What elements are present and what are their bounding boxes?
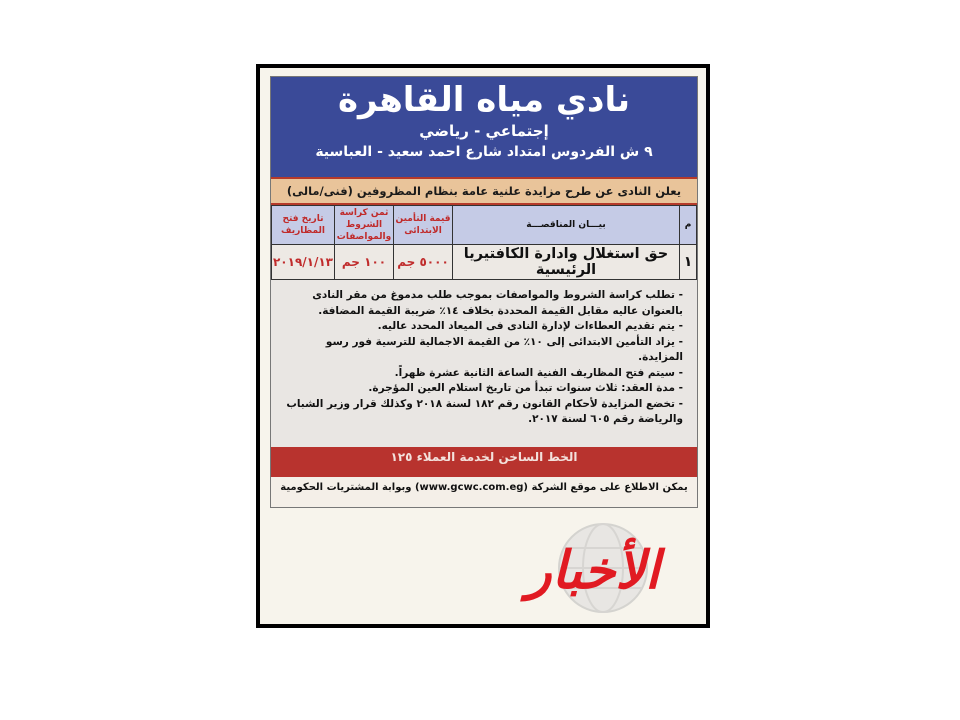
tender-table xyxy=(271,205,697,280)
row-booklet-price: ١٠٠ جم xyxy=(335,245,394,280)
hotline-bar xyxy=(271,447,697,477)
club-name: نادي مياه القاهرة xyxy=(337,80,631,120)
al-akhbar-newspaper-logo xyxy=(478,516,698,614)
conditions-list xyxy=(271,280,697,428)
website-note: يمكن الاطلاع على موقع الشركة (www.gcwc.com.eg) وبوابة المشتريات الحكومية xyxy=(280,482,688,493)
newspaper-logo-text: الأخبار xyxy=(526,541,660,601)
club-address: ٩ ش الفردوس امتداد شارع احمد سعيد - العباسية xyxy=(315,144,653,160)
clipping-frame xyxy=(256,64,710,628)
condition-item: - مدة العقد: ثلاث سنوات تبدأ من تاريخ استلام العين المؤجرة. xyxy=(368,382,683,394)
announcement-banner: يعلن النادى عن طرح مزايدة علنية عامة بنظام المظروفين (فنى/مالى) xyxy=(271,177,697,205)
row-description: حق استغلال وادارة الكافتيريا الرئيسية xyxy=(453,245,680,280)
club-subtitle: إجتماعي - رياضي xyxy=(419,122,549,140)
condition-item: - تطلب كراسة الشروط والمواصفات بموجب طلب مدموغ من مقر النادى بالعنوان عاليه مقابل القيمة المحددة بخلاف ١٤٪ ضريبة القيمة المضافة. xyxy=(312,289,683,317)
row-num: ١ xyxy=(680,245,697,280)
condition-item: - تخضع المزايدة لأحكام القانون رقم ١٨٢ لسنة ٢٠١٨ وكذلك قرار وزير الشباب والرياضة رقم ٦٠٥ لسنة ٢٠١٧. xyxy=(286,397,683,425)
header-opening-date: تاريخ فتح المظاريف xyxy=(272,206,335,245)
row-insurance: ٥٠٠٠ جم xyxy=(394,245,453,280)
table-row xyxy=(272,245,697,280)
ad-header xyxy=(271,77,697,177)
header-description: بيـــان المناقصـــة xyxy=(453,206,680,245)
condition-item: - سيتم فتح المظاريف الفنية الساعة الثانية عشرة ظهراً. xyxy=(394,366,683,379)
footer-band xyxy=(271,477,697,507)
table-header-row xyxy=(272,206,697,245)
condition-item: - يزاد التأمين الابتدائى إلى ١٠٪ من القيمة الاجمالية للترسية فور رسو المزايدة. xyxy=(325,335,683,363)
hotline-text: الخط الساخن لخدمة العملاء ١٢٥ xyxy=(390,450,578,464)
header-booklet-price: ثمن كراسة الشروط والمواصفات xyxy=(335,206,394,245)
row-opening-date: ٢٠١٩/١/١٣ xyxy=(272,245,335,280)
header-num: م xyxy=(680,206,697,245)
condition-item: - يتم تقديم العطاءات لإدارة النادى فى الميعاد المحدد عاليه. xyxy=(377,320,683,332)
header-insurance: قيمة التأمين الابتدائى xyxy=(394,206,453,245)
tender-advertisement xyxy=(270,76,698,508)
